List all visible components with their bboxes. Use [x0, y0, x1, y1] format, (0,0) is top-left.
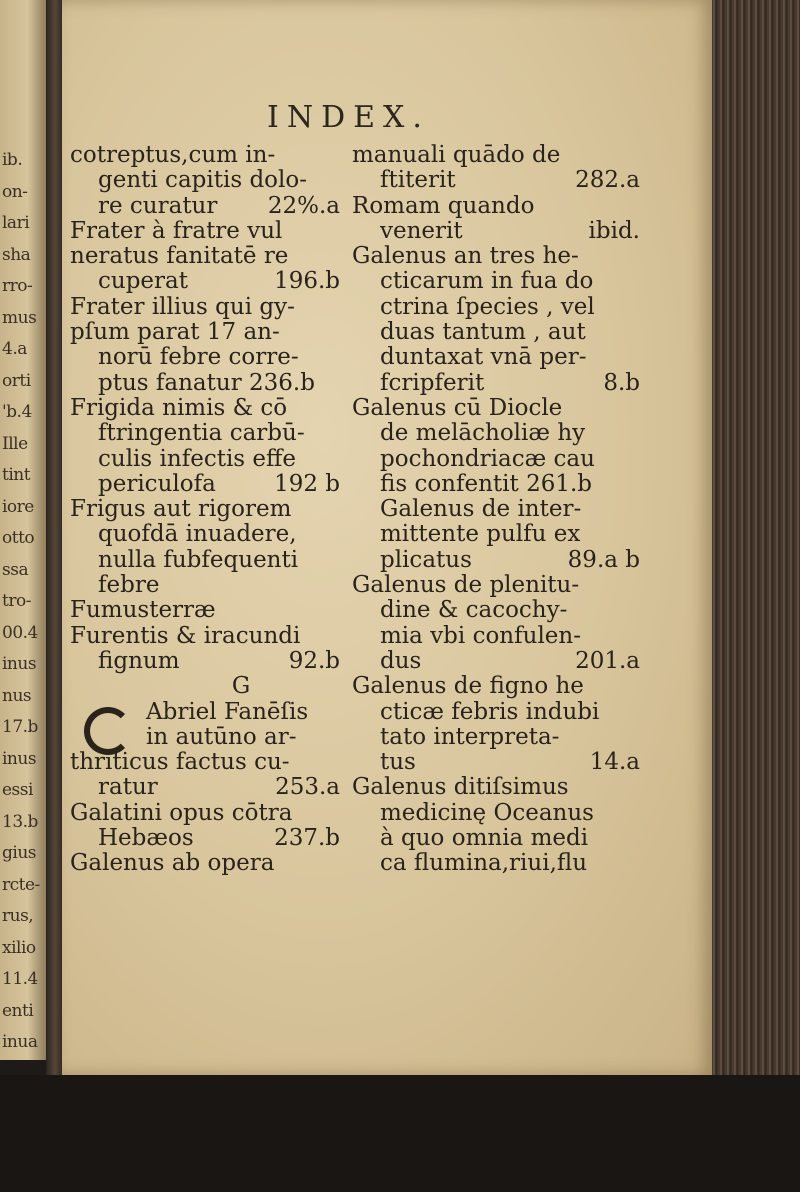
index-entry: [70, 851, 352, 876]
margin-fragment: xilio: [2, 937, 36, 958]
entry-text: tato interpreta-: [380, 723, 560, 750]
margin-fragment: rus,: [2, 906, 34, 926]
entry-page-ref: 253.a: [275, 774, 340, 801]
index-entry: [70, 649, 352, 674]
entry-text: mittente pulfu ex: [380, 521, 581, 548]
entry-text: dus: [380, 647, 422, 674]
entry-text: norū febre corre-: [98, 344, 299, 371]
entry-text: Galenus ab opera: [70, 850, 275, 877]
entry-text: ptus fanatur 236.b: [98, 369, 315, 396]
entry-page-ref: 237.b: [274, 825, 340, 852]
entry-text: de melācholiæ hy: [380, 420, 586, 447]
index-entry: [70, 320, 352, 345]
index-entry: [352, 447, 652, 472]
margin-fragment: tro-: [2, 591, 31, 611]
index-entry: [70, 573, 352, 598]
entry-text: genti capitis dolo-: [98, 167, 307, 194]
entry-text: ca flumina,riui,flu: [380, 850, 588, 877]
index-entry: [70, 497, 352, 522]
right-column: [352, 143, 652, 877]
index-entry: [352, 143, 652, 168]
entry-text: ctrina ſpecies , vel: [380, 293, 595, 320]
entry-text: tus: [380, 749, 416, 776]
entry-text: quofdā inuadere,: [98, 521, 297, 548]
entry-text: Galenus de inter-: [380, 496, 582, 523]
index-entry: [352, 522, 652, 547]
book-fore-edge: [712, 0, 800, 1192]
entry-text: culis infectis effe: [98, 445, 296, 472]
index-entry: [352, 421, 652, 446]
index-entry: [352, 573, 652, 598]
entry-text: Hebæos: [98, 825, 194, 852]
index-entry: [352, 851, 652, 876]
index-entry: [352, 548, 652, 573]
entry-text: fcripferit: [380, 369, 485, 396]
entry-text: venerit: [380, 217, 463, 244]
margin-fragment: rcte-: [2, 874, 40, 895]
entry-text: fis confentit 261.b: [380, 470, 593, 497]
entry-text: febre: [98, 572, 160, 599]
margin-fragment: enti: [2, 1000, 34, 1021]
index-entry: [70, 775, 352, 800]
index-entry: [352, 801, 652, 826]
entry-text: cotreptus,cum in-: [70, 142, 276, 168]
entry-text: Galenus an tres he-: [352, 243, 579, 270]
entry-text: periculofa: [98, 470, 216, 497]
entry-text: Furentis & iracundi: [70, 622, 301, 649]
left-column: [70, 143, 352, 877]
previous-page-edge: [0, 0, 46, 1060]
index-entry: [70, 371, 352, 396]
index-entry: [70, 548, 352, 573]
entry-text: à quo omnia medi: [380, 825, 589, 852]
index-entry: [70, 396, 352, 421]
entry-text: plicatus: [380, 546, 472, 573]
margin-fragment: ssa: [2, 559, 29, 580]
index-entry: [70, 345, 352, 370]
entry-page-ref: 14.a: [589, 749, 640, 776]
index-entry: [352, 700, 652, 725]
index-entry: [70, 801, 352, 826]
index-entry: [70, 447, 352, 472]
margin-fragment: 13.b: [2, 811, 38, 832]
index-entry: [352, 168, 652, 193]
entry-text: Romam quando: [352, 192, 535, 219]
index-entry: [352, 598, 652, 623]
entry-text: manuali quādo de: [352, 142, 561, 168]
index-entry: [352, 624, 652, 649]
scan-background: [0, 1075, 800, 1192]
entry-text: Frigus aut rigorem: [70, 496, 292, 523]
index-entry: [352, 674, 652, 699]
index-entry: [352, 345, 652, 370]
index-page: [62, 0, 712, 1075]
entry-text: Galenus cū Diocle: [352, 394, 563, 421]
index-entry: [352, 750, 652, 775]
index-entry: [70, 244, 352, 269]
entry-page-ref: 192 b: [274, 470, 340, 497]
margin-fragment: sha: [2, 244, 31, 265]
entry-text: Frater illius qui gy-: [70, 293, 295, 320]
index-entry: [352, 725, 652, 750]
margin-fragment: 4.a: [2, 339, 27, 359]
entry-text: thriticus factus cu-: [70, 749, 290, 776]
entry-text: dine & cacochy-: [380, 597, 568, 624]
index-entry: [70, 143, 352, 168]
entry-text: neratus fanitatē re: [70, 243, 289, 270]
entry-page-ref: 22%.a: [267, 192, 340, 219]
index-entry: [352, 320, 652, 345]
entry-page-ref: 282.a: [575, 167, 640, 194]
index-entry: [352, 649, 652, 674]
entry-text: Galenus de plenitu-: [352, 572, 580, 599]
index-entry: [352, 295, 652, 320]
entry-text: medicinę Oceanus: [380, 799, 594, 826]
index-entry: [352, 497, 652, 522]
entry-page-ref: 8.b: [603, 369, 640, 396]
margin-fragment: gius: [2, 843, 36, 863]
margin-fragment: mus: [2, 307, 37, 328]
entry-page-ref: 201.a: [575, 647, 640, 674]
entry-text: Galatini opus cōtra: [70, 799, 293, 826]
margin-fragment: nus: [2, 685, 32, 706]
index-entry: [70, 295, 352, 320]
margin-fragment: orti: [2, 370, 31, 391]
entry-text: duas tantum , aut: [380, 319, 586, 346]
entry-text: cticæ febris indubi: [380, 698, 600, 725]
index-entry: [70, 269, 352, 294]
margin-fragment: on-: [2, 181, 28, 202]
entry-text: Frigida nimis & cō: [70, 394, 288, 421]
letter-heading: G: [231, 673, 251, 700]
margin-fragment: rro-: [2, 276, 33, 296]
index-entry: [352, 194, 652, 219]
margin-fragment: Ille: [2, 433, 28, 454]
entry-text: Galenus ditiſsimus: [352, 774, 569, 801]
index-entry: [352, 396, 652, 421]
index-entry: [352, 826, 652, 851]
index-entry: [70, 624, 352, 649]
index-entry: [70, 219, 352, 244]
entry-text: ratur: [98, 774, 158, 801]
index-entry: [70, 826, 352, 851]
margin-fragment: 11.4: [2, 969, 38, 989]
entry-text: cuperat: [98, 268, 188, 295]
margin-fragment: inus: [2, 654, 37, 674]
margin-fragment: lari: [2, 213, 30, 233]
margin-fragment: 00.4: [2, 622, 38, 643]
entry-page-ref: 89.a b: [567, 546, 640, 573]
entry-page-ref: ibid.: [588, 217, 640, 244]
entry-page-ref: 196.b: [274, 268, 340, 295]
entry-text: Galenus de figno he: [352, 673, 584, 700]
entry-text: Frater à fratre vul: [70, 217, 283, 244]
entry-text: pochondriacæ cau: [380, 445, 595, 472]
entry-text: pſum parat 17 an-: [70, 319, 280, 346]
index-entry: [70, 522, 352, 547]
index-entry: [352, 775, 652, 800]
index-entry: [352, 244, 652, 269]
margin-fragment: inus: [2, 748, 37, 769]
index-entry: [352, 371, 652, 396]
entry-text: re curatur: [98, 192, 218, 219]
entry-text: nulla fubfequenti: [98, 546, 299, 573]
margin-fragment: tint: [2, 465, 31, 485]
index-entry: [70, 168, 352, 193]
entry-text: cticarum in fua do: [380, 268, 594, 295]
index-entry: [70, 472, 352, 497]
index-entry: [70, 598, 352, 623]
margin-fragment: otto: [2, 528, 35, 548]
entry-page-ref: 92.b: [288, 647, 340, 674]
margin-fragment: essi: [2, 780, 33, 800]
margin-fragment: ib.: [2, 150, 23, 170]
margin-fragment: iore: [2, 496, 34, 517]
entry-text: ftiterit: [380, 167, 456, 194]
margin-fragment: 17.b: [2, 717, 38, 737]
dropcap-line: in autūno ar-: [146, 723, 297, 750]
index-entry: [70, 421, 352, 446]
entry-text: mia vbi confulen-: [380, 622, 581, 649]
entry-text: duntaxat vnā per-: [380, 344, 587, 371]
dropcap-entry: [70, 700, 352, 751]
dropcap-line: Abriel Fanēſis: [146, 698, 309, 725]
index-entry: [352, 219, 652, 244]
index-entry: [70, 750, 352, 775]
entry-text: fignum: [98, 647, 180, 674]
margin-fragment: 'b.4: [2, 402, 32, 422]
margin-fragment: inua: [2, 1032, 38, 1052]
page-title: INDEX.: [267, 100, 430, 135]
entry-text: Fumusterræ: [70, 597, 216, 624]
index-entry: [352, 269, 652, 294]
index-entry: [352, 472, 652, 497]
entry-text: ftringentia carbū-: [98, 420, 305, 447]
index-entry: [70, 194, 352, 219]
